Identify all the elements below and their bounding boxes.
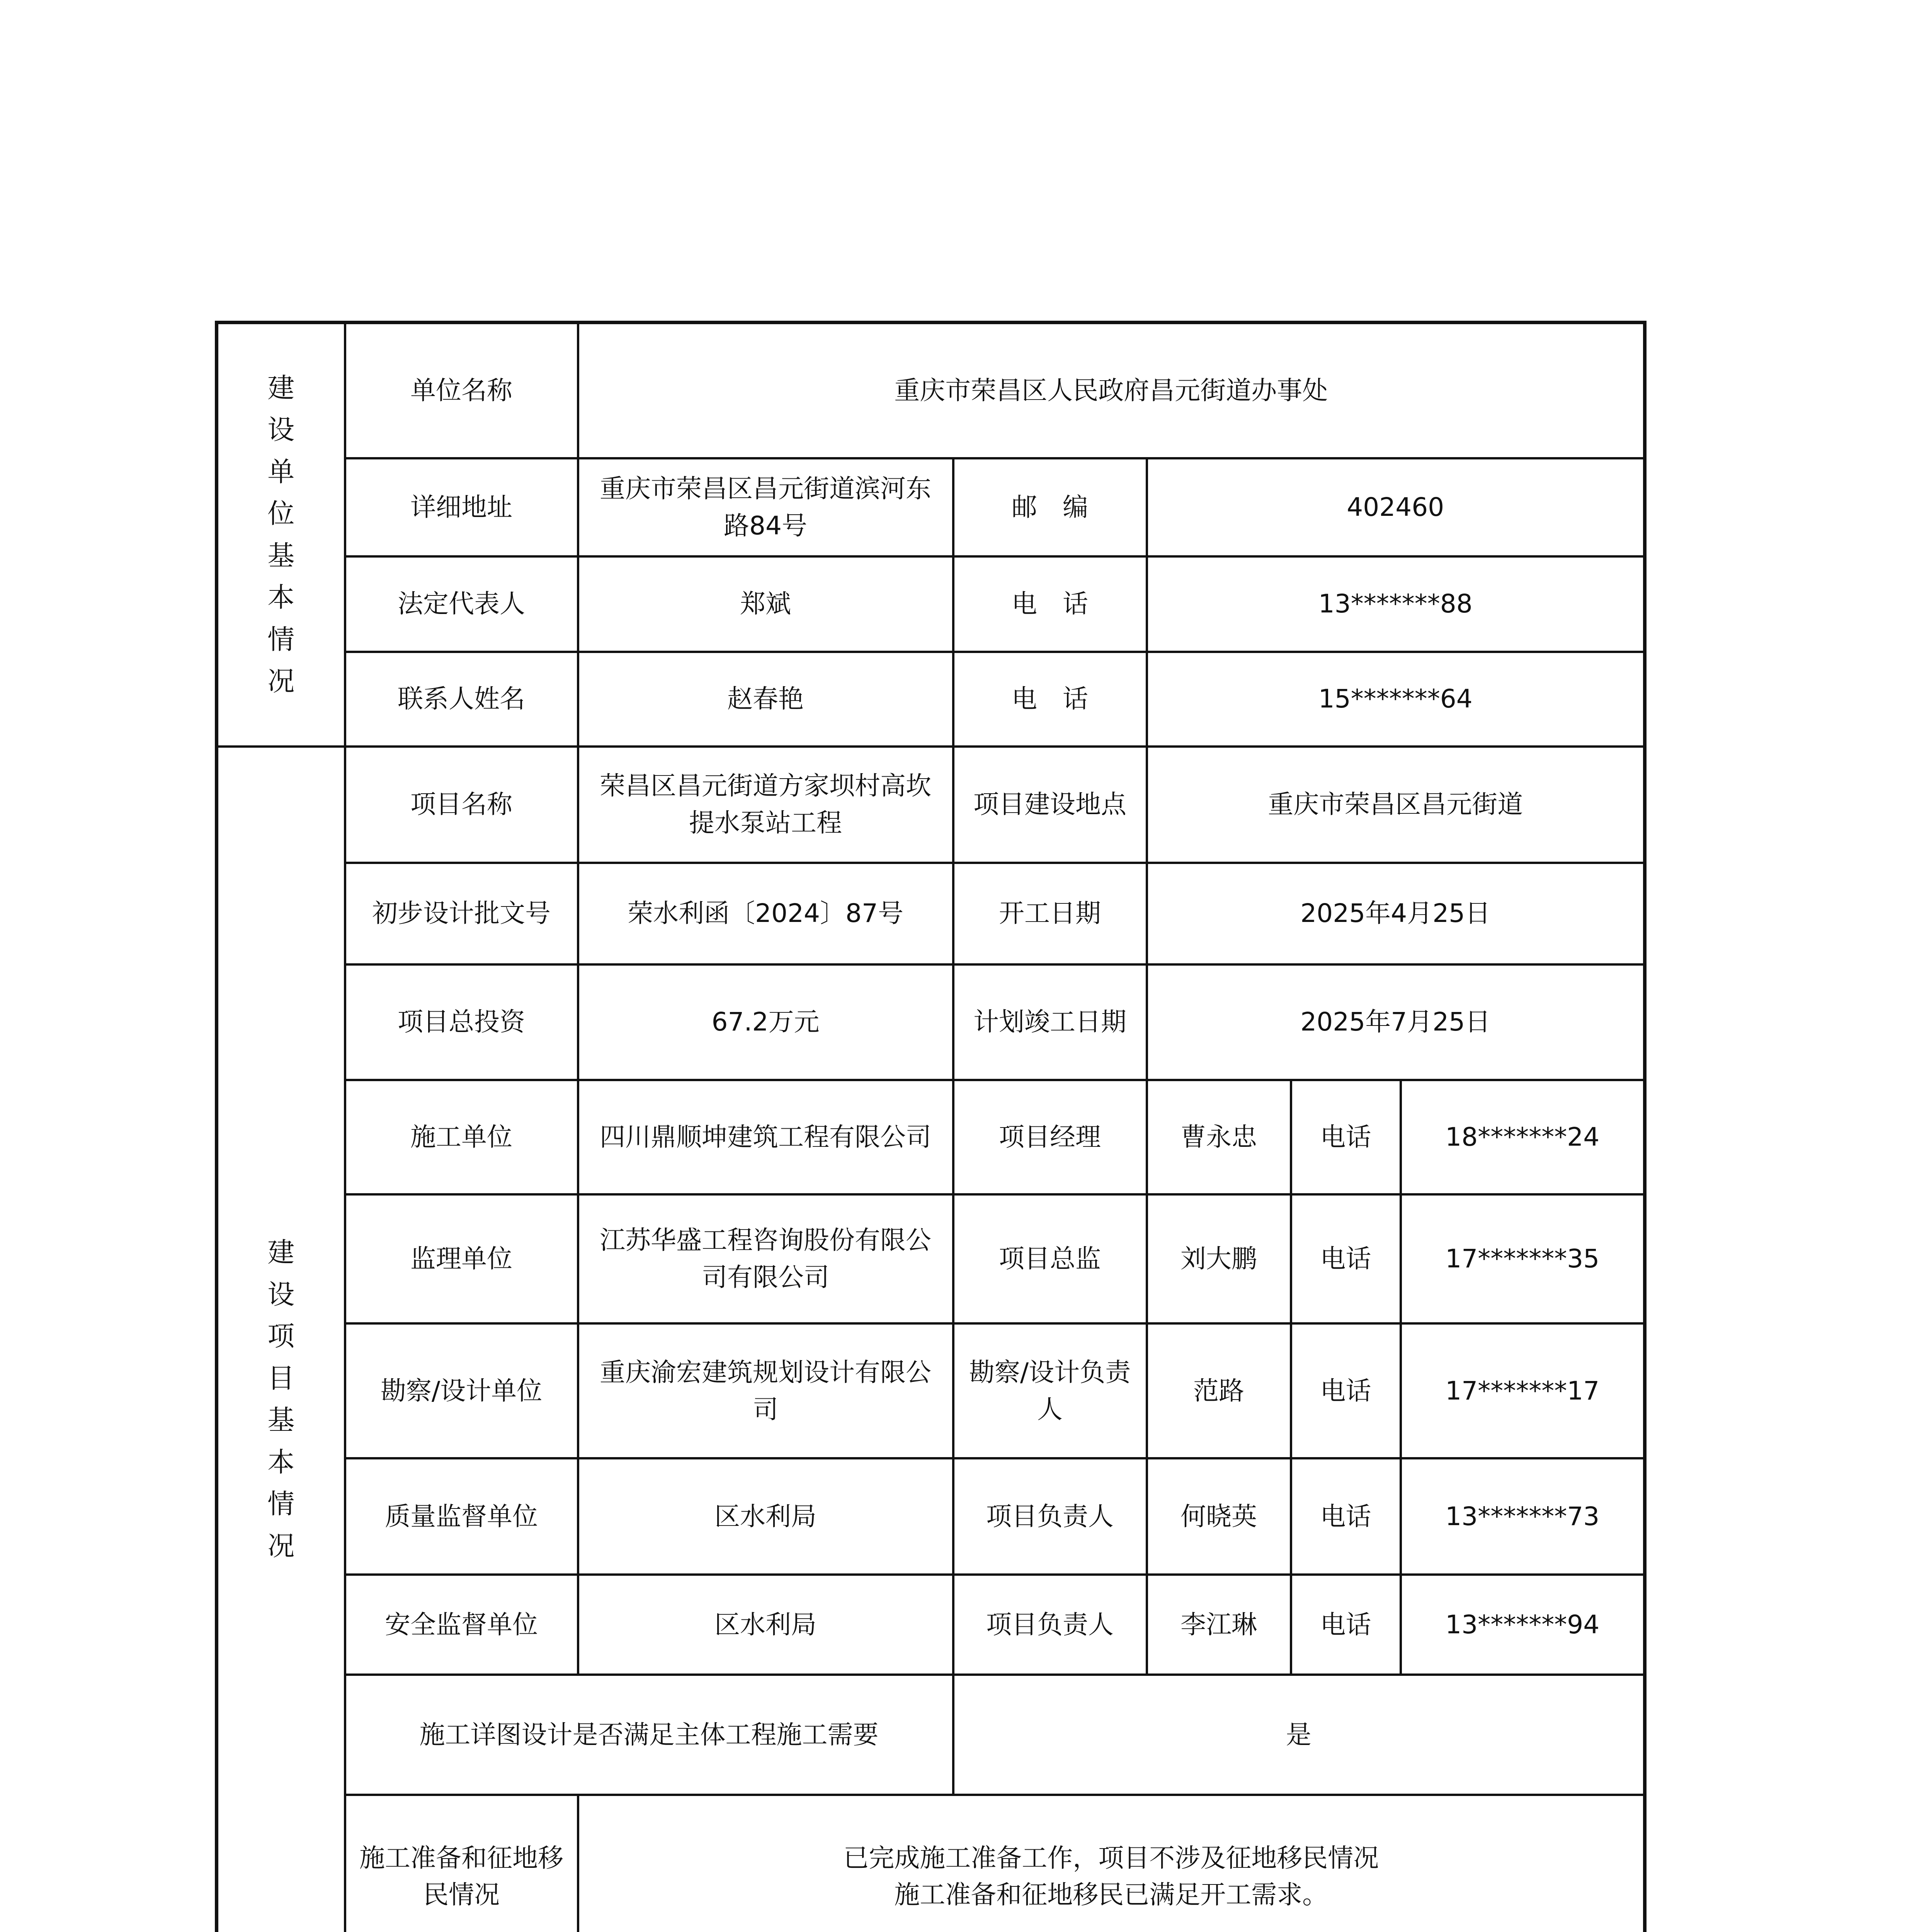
party-title: 项目负责人 <box>953 1575 1147 1675</box>
contact-phone-label: 电 话 <box>953 652 1147 747</box>
party-title: 项目经理 <box>953 1080 1147 1194</box>
table-row <box>217 1458 1645 1575</box>
party-person: 刘大鹏 <box>1147 1194 1291 1323</box>
party-phone: 17*******17 <box>1401 1323 1645 1458</box>
party-role: 监理单位 <box>345 1194 578 1323</box>
project-site-value: 重庆市荣昌区昌元街道 <box>1147 747 1645 863</box>
party-phone: 18*******24 <box>1401 1080 1645 1194</box>
party-org: 重庆渝宏建筑规划设计有限公司 <box>578 1323 953 1458</box>
party-phone: 13*******94 <box>1401 1575 1645 1675</box>
party-org: 江苏华盛工程咨询股份有限公司有限公司 <box>578 1194 953 1323</box>
start-date-label: 开工日期 <box>953 863 1147 964</box>
investment-value: 67.2万元 <box>578 964 953 1080</box>
address-label: 详细地址 <box>345 458 578 556</box>
table-row <box>217 1323 1645 1458</box>
party-person: 李江琳 <box>1147 1575 1291 1675</box>
party-title: 项目总监 <box>953 1194 1147 1323</box>
party-role: 质量监督单位 <box>345 1458 578 1575</box>
legal-rep-value: 郑斌 <box>578 556 953 652</box>
project-name-label: 项目名称 <box>345 747 578 863</box>
table-row <box>217 1575 1645 1675</box>
party-role: 安全监督单位 <box>345 1575 578 1675</box>
postcode-value: 402460 <box>1147 458 1645 556</box>
legal-rep-label: 法定代表人 <box>345 556 578 652</box>
contact-label: 联系人姓名 <box>345 652 578 747</box>
prep-label: 施工准备和征地移民情况 <box>345 1795 578 1932</box>
party-title: 项目负责人 <box>953 1458 1147 1575</box>
prep-value-line2: 施工准备和征地移民已满足开工需求。 <box>894 1880 1328 1910</box>
party-phone-label: 电话 <box>1291 1194 1401 1323</box>
finish-date-label: 计划竣工日期 <box>953 964 1147 1080</box>
investment-label: 项目总投资 <box>345 964 578 1080</box>
project-info-form <box>215 321 1647 1932</box>
start-date-value: 2025年4月25日 <box>1147 863 1645 964</box>
party-org: 区水利局 <box>578 1575 953 1675</box>
approval-value: 荣水利函〔2024〕87号 <box>578 863 953 964</box>
party-person: 曹永忠 <box>1147 1080 1291 1194</box>
project-site-label: 项目建设地点 <box>953 747 1147 863</box>
unit-name-label: 单位名称 <box>345 323 578 458</box>
section-unit-label: 建设单位基本情况 <box>217 323 345 747</box>
party-org: 区水利局 <box>578 1458 953 1575</box>
section-project-label: 建设项目基本情况 <box>217 747 345 1932</box>
party-phone: 13*******73 <box>1401 1458 1645 1575</box>
contact-phone-value: 15*******64 <box>1147 652 1645 747</box>
legal-phone-value: 13*******88 <box>1147 556 1645 652</box>
party-phone-label: 电话 <box>1291 1458 1401 1575</box>
address-value: 重庆市荣昌区昌元街道滨河东路84号 <box>578 458 953 556</box>
party-role: 施工单位 <box>345 1080 578 1194</box>
design-check-value: 是 <box>953 1675 1645 1795</box>
table-row <box>217 1080 1645 1194</box>
project-name-value: 荣昌区昌元街道方家坝村高坎提水泵站工程 <box>578 747 953 863</box>
party-title: 勘察/设计负责人 <box>953 1323 1147 1458</box>
contact-value: 赵春艳 <box>578 652 953 747</box>
table-row <box>217 1194 1645 1323</box>
prep-value-line1: 已完成施工准备工作，项目不涉及征地移民情况 <box>843 1843 1379 1873</box>
party-phone-label: 电话 <box>1291 1323 1401 1458</box>
prep-value <box>578 1795 1645 1932</box>
party-phone-label: 电话 <box>1291 1575 1401 1675</box>
finish-date-value: 2025年7月25日 <box>1147 964 1645 1080</box>
party-phone: 17*******35 <box>1401 1194 1645 1323</box>
approval-label: 初步设计批文号 <box>345 863 578 964</box>
unit-name-value: 重庆市荣昌区人民政府昌元街道办事处 <box>578 323 1645 458</box>
party-phone-label: 电话 <box>1291 1080 1401 1194</box>
party-role: 勘察/设计单位 <box>345 1323 578 1458</box>
party-person: 范路 <box>1147 1323 1291 1458</box>
legal-phone-label: 电 话 <box>953 556 1147 652</box>
design-check-label: 施工详图设计是否满足主体工程施工需要 <box>345 1675 953 1795</box>
party-person: 何晓英 <box>1147 1458 1291 1575</box>
postcode-label: 邮 编 <box>953 458 1147 556</box>
party-org: 四川鼎顺坤建筑工程有限公司 <box>578 1080 953 1194</box>
